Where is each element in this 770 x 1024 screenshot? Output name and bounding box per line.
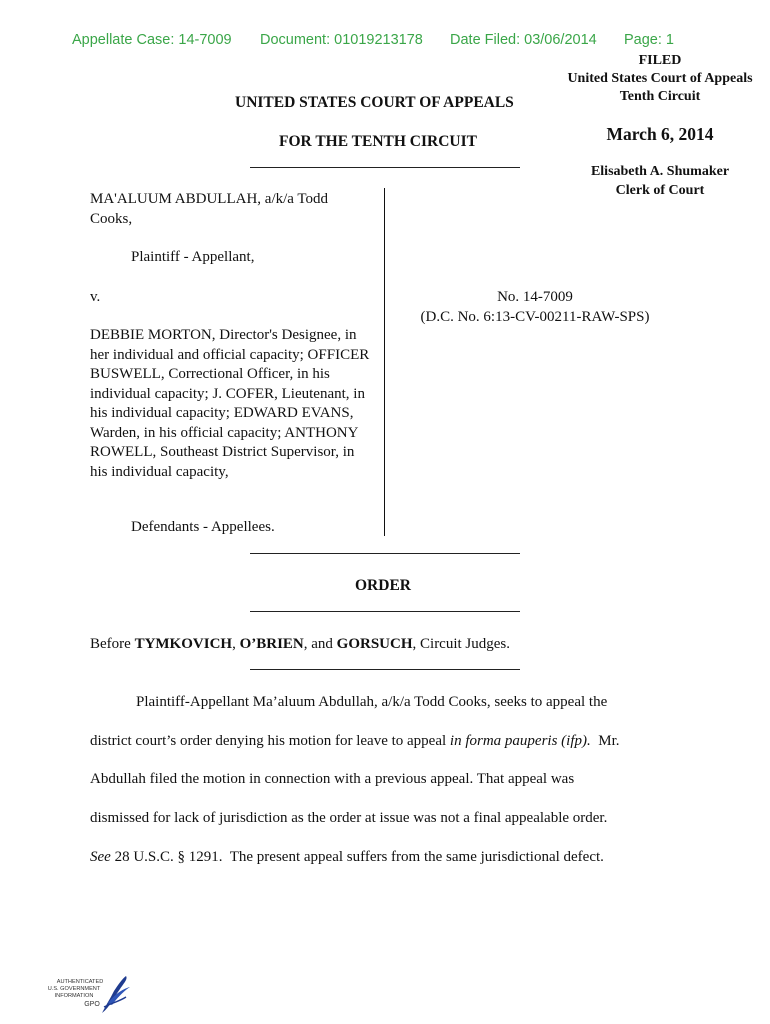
header-page-number: Page: 1 [624, 32, 674, 48]
body-line: dismissed for lack of jurisdiction as the order at issue was not a final appealable order. [90, 810, 608, 826]
filed-circuit: Tenth Circuit [619, 89, 701, 104]
clerk-title: Clerk of Court [615, 183, 705, 198]
defendants-names: DEBBIE MORTON, Director's Designee, in her individual and official capacity; OFFICER BUSWELL, Correctional Officer, in his individual capacity; J. COFER, Lieutenant, in his individual capacity; EDWARD EVANS, Warden, in his official capacity; ANTHONY ROWELL, Southeast District Supervisor, in his individual capacity, [90, 327, 370, 480]
divider-rule [250, 167, 520, 168]
header-document-number: Document: 01019213178 [260, 32, 423, 48]
case-numbers [395, 288, 675, 327]
filed-court: United States Court of Appeals [567, 71, 753, 86]
body-italic: in forma pauperis (ifp). [449, 733, 591, 749]
body-text: district court’s order denying his motion for leave to appeal [90, 733, 450, 749]
district-case-number: (D.C. No. 6:13-CV-00211-RAW-SPS) [420, 308, 650, 325]
body-line [90, 733, 620, 750]
body-text: 28 U.S.C. § 1291. The present appeal suffers from the same jurisdictional defect. [110, 849, 604, 865]
order-heading: ORDER [355, 577, 411, 594]
gpo-line-1: AUTHENTICATED [56, 979, 104, 985]
panel-line [90, 636, 510, 653]
case-number: No. 14-7009 [497, 289, 573, 305]
court-title: UNITED STATES COURT OF APPEALS [235, 94, 514, 111]
body-text: Mr. [590, 733, 620, 749]
body-italic: See [90, 849, 111, 865]
caption-divider [384, 188, 385, 536]
gpo-line-3: INFORMATION [54, 993, 94, 999]
divider-rule [250, 611, 520, 612]
gpo-line-4: GPO [84, 1001, 100, 1008]
panel-suffix: , Circuit Judges. [412, 636, 511, 652]
body-line: Plaintiff-Appellant Ma’aluum Abdullah, a/k/a Todd Cooks, seeks to appeal the [136, 694, 608, 710]
header-case-number: Appellate Case: 14-7009 [72, 32, 232, 48]
filed-date: March 6, 2014 [606, 124, 714, 144]
filed-label: FILED [638, 53, 682, 68]
body-line: Abdullah filed the motion in connection with a previous appeal. That appeal was [90, 771, 575, 787]
gpo-eagle-icon [44, 973, 134, 1017]
clerk-name: Elisabeth A. Shumaker [590, 164, 730, 179]
divider-rule [250, 553, 520, 554]
versus: v. [90, 289, 101, 305]
judge-name: O’BRIEN [239, 636, 304, 652]
panel-separator: , [232, 636, 240, 652]
circuit-title: FOR THE TENTH CIRCUIT [279, 133, 477, 150]
gpo-authentication-logo [44, 973, 134, 1017]
judge-name: GORSUCH [336, 636, 413, 652]
judge-name: TYMKOVICH [134, 636, 233, 652]
filed-stamp [540, 52, 770, 106]
plaintiff-role: Plaintiff - Appellant, [131, 249, 255, 265]
gpo-line-2: U.S. GOVERNMENT [47, 986, 101, 992]
divider-rule [250, 669, 520, 670]
clerk-block [540, 162, 770, 200]
body-line [90, 849, 604, 866]
plaintiff-name: MA'ALUUM ABDULLAH, a/k/a Todd Cooks, [90, 191, 329, 227]
defendants-role: Defendants - Appellees. [131, 519, 275, 535]
header-date-filed: Date Filed: 03/06/2014 [450, 32, 597, 48]
panel-before: Before [90, 636, 135, 652]
panel-separator: , and [303, 636, 337, 652]
